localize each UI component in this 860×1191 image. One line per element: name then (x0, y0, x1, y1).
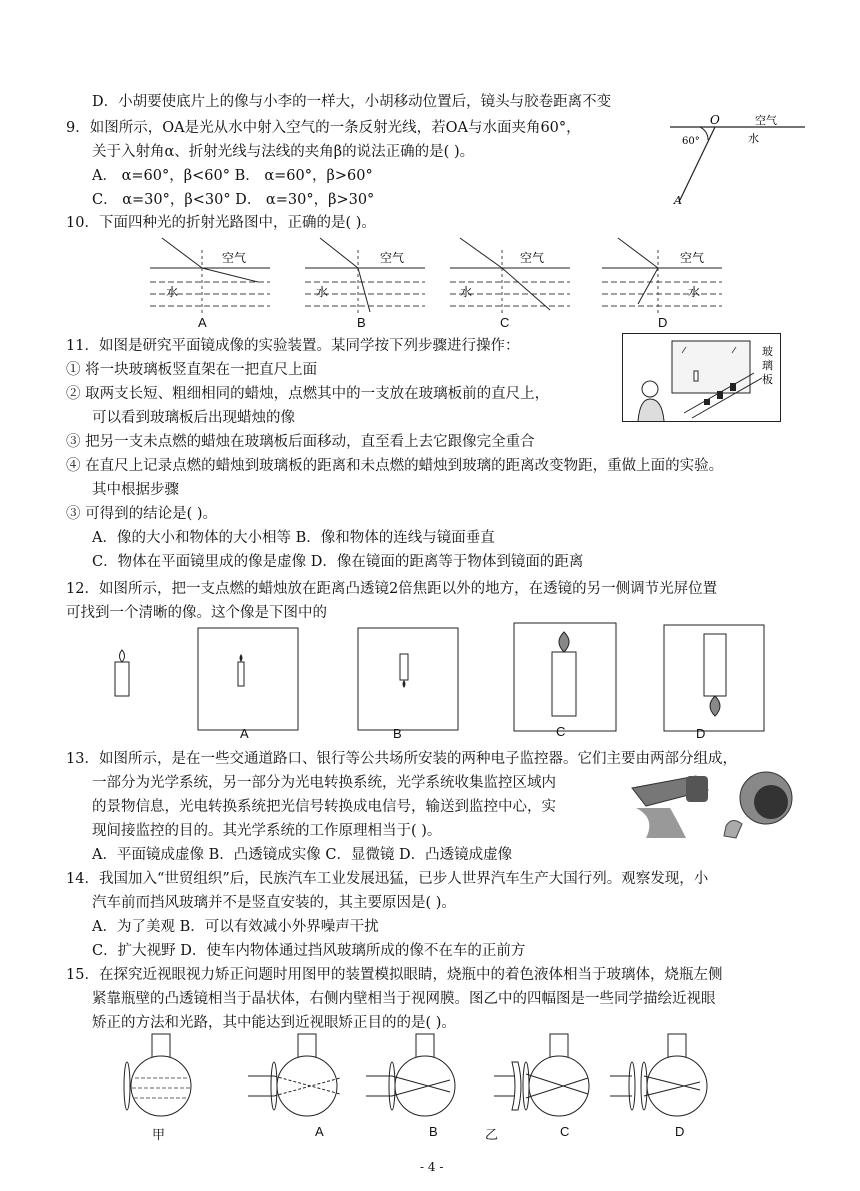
svg-text:玻: 玻 (762, 345, 773, 358)
q15-flask-c (494, 1034, 589, 1116)
q10-diagram-c (450, 238, 570, 314)
q10-label-d: D (658, 315, 668, 330)
svg-text:水: 水 (688, 285, 701, 299)
q10-diagram-b (305, 238, 425, 314)
q9-options-ab: A． α=60°，β<60° B． α=60°，β>60° (92, 168, 373, 184)
q13-stem-line1: 13．如图所示，是在一些交通道路口、银行等公共场所安装的两种电子监控器。它们主要由两部分组成， (66, 751, 737, 767)
svg-text:水: 水 (316, 285, 329, 299)
svg-text:空气: 空气 (680, 251, 705, 265)
q9-stem-line2: 关于入射角α、折射光线与法线的夹角β的说法正确的是( )。 (92, 144, 475, 160)
q10-diagram-a (150, 238, 270, 314)
q15-label-jia: 甲 (152, 1127, 166, 1142)
q12-candle-image-options (100, 620, 800, 735)
q15-stem-line2: 紧靠瓶壁的凸透镜相当于晶状体，右侧内壁相当于视网膜。图乙中的四幅图是一些同学描绘近视眼 (92, 991, 716, 1007)
svg-text:空气: 空气 (380, 251, 405, 265)
q11-step-4a: ④ 在直尺上记录点燃的蜡烛到玻璃板的距离和未点燃的蜡烛到玻璃的距离改变物距，重做上面的实验。 (66, 458, 724, 474)
q11-mirror-experiment-figure (622, 333, 782, 423)
q15-flask-d (610, 1034, 707, 1116)
svg-text:水: 水 (460, 285, 473, 299)
q9-stem-line1: 9．如图所示，OA是光从水中射入空气的一条反射光线，若OA与水面夹角60°， (66, 120, 581, 136)
q11-stem: 11．如图是研究平面镜成像的实验装置。某同学按下列步骤进行操作： (66, 338, 520, 354)
q12-screen-a (198, 628, 298, 730)
q9-water-label: 水 (748, 132, 759, 145)
q11-options-cd: C．物体在平面镜里成的像是虚像 D．像在镜面的距离等于物体到镜面的距离 (92, 554, 584, 570)
q15-flask-a (248, 1034, 340, 1116)
q9-air-label: 空气 (755, 114, 777, 127)
q11-step-4b: 其中根据步骤 (92, 482, 179, 498)
q12-label-b: B (393, 726, 402, 741)
q11-step-5: ③ 可得到的结论是( )。 (66, 506, 218, 522)
q11-step-1: ① 将一块玻璃板竖直架在一把直尺上面 (66, 362, 318, 378)
q14-options-ab: A．为了美观 B．可以有效减小外界噪声干扰 (92, 919, 379, 935)
q12-original-candle (115, 650, 129, 696)
q15-label-c: C (560, 1124, 570, 1139)
q9-point-o: O (710, 113, 720, 127)
q8-option-d: D．小胡要使底片上的像与小李的一样大，小胡移动位置后，镜头与胶卷距离不变 (92, 94, 612, 110)
q10-label-a: A (198, 315, 207, 330)
q14-options-cd: C．扩大视野 D．使车内物体通过挡风玻璃所成的像不在车的正前方 (92, 943, 526, 959)
q12-label-d: D (696, 726, 706, 741)
svg-text:璃: 璃 (762, 359, 773, 372)
q10-diagram-d (602, 238, 722, 314)
q13-cameras-photo (626, 768, 801, 840)
q15-label-b: B (429, 1124, 438, 1139)
q9-reflection-diagram (660, 110, 810, 210)
q12-stem-line1: 12．如图所示，把一支点燃的蜡烛放在距离凸透镜2倍焦距以外的地方，在透镜的另一侧调节光屏位置 (66, 581, 718, 597)
q15-stem-line3: 矫正的方法和光路，其中能达到近视眼矫正目的的是( )。 (92, 1015, 456, 1031)
svg-text:水: 水 (166, 285, 179, 299)
svg-text:空气: 空气 (222, 251, 247, 265)
q15-stem-line1: 15．在探究近视眼视力矫正问题时用图甲的装置模拟眼睛，烧瓶中的着色液体相当于玻璃体，烧瓶左侧 (66, 967, 723, 983)
q13-options: A．平面镜成虚像 B．凸透镜成实像 C．显微镜 D．凸透镜成虚像 (92, 847, 513, 863)
q11-step-2a: ② 取两支长短、粗细相同的蜡烛，点燃其中的一支放在玻璃板前的直尺上， (66, 386, 550, 402)
q15-flask-b (366, 1034, 455, 1116)
q11-step-2b: 可以看到玻璃板后出现蜡烛的像 (92, 410, 295, 426)
q11-options-ab: A．像的大小和物体的大小相等 B．像和物体的连线与镜面垂直 (92, 530, 495, 546)
q12-label-a: A (240, 726, 249, 741)
q15-eye-model-diagrams (110, 1030, 730, 1125)
q14-stem-line1: 14．我国加入“世贸组织”后，民族汽车工业发展迅猛，已步人世界汽车生产大国行列。观察发现，小 (66, 871, 709, 887)
q15-label-yi: 乙 (485, 1127, 499, 1142)
q11-step-3: ③ 把另一支未点燃的蜡烛在玻璃板后面移动，直至看上去它跟像完全重合 (66, 434, 535, 450)
q13-stem-line2: 一部分为光学系统，另一部分为光电转换系统，光学系统收集监控区域内 (92, 775, 556, 791)
q10-label-c: C (500, 315, 510, 330)
q15-label-a: A (315, 1124, 324, 1139)
q9-options-cd: C． α=30°，β<30° D． α=30°，β>30° (92, 192, 375, 208)
q14-stem-line2: 汽车前而挡风玻璃并不是竖直安装的，其主要原因是( )。 (92, 895, 456, 911)
svg-text:空气: 空气 (520, 251, 545, 265)
page-number: - 4 - (420, 1160, 444, 1174)
svg-text:板: 板 (762, 373, 773, 386)
q12-label-c: C (556, 724, 566, 739)
q15-label-d: D (675, 1124, 685, 1139)
q9-point-a: A (674, 194, 682, 207)
q12-stem-line2: 可找到一个清晰的像。这个像是下图中的 (66, 605, 327, 621)
q10-stem: 10．下面四种光的折射光路图中，正确的是( )。 (66, 215, 376, 231)
q13-stem-line3: 的景物信息，光电转换系统把光信号转换成电信号，输送到监控中心，实 (92, 799, 556, 815)
q10-label-b: B (357, 315, 366, 330)
q13-stem-line4: 现间接监控的目的。其光学系统的工作原理相当于( )。 (92, 823, 442, 839)
q9-angle-label: 60° (682, 136, 700, 147)
q15-flask-jia (124, 1034, 191, 1116)
